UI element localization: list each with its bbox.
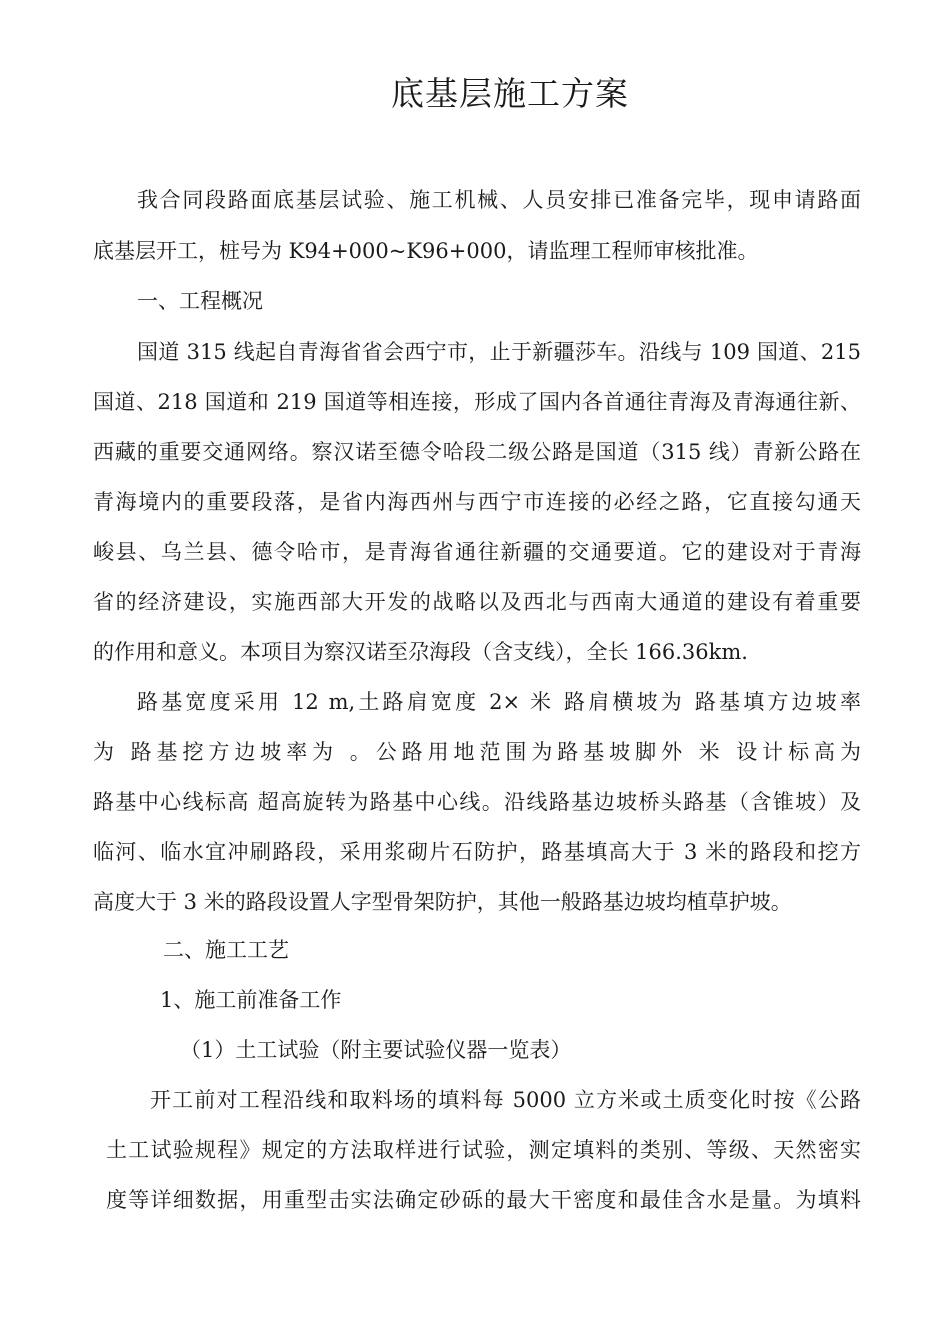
paragraph-line: 国道 315 线起自青海省省会西宁市，止于新疆莎车。沿线与 109 国道、215 [137,340,861,364]
section-heading: 一、工程概况 [137,289,263,313]
paragraph-line: 度等详细数据，用重型击实法确定砂砾的最大干密度和最佳含水是量。为填料 [106,1188,861,1212]
paragraph-line: 的作用和意义。本项目为察汉诺至尕海段（含支线），全长 166.36km. [93,640,748,664]
paragraph-line: 省的经济建设，实施西部大开发的战略以及西北与西南大通道的建设有着重要 [93,590,861,614]
paragraph-line: 为 路基挖方边坡率为 。公路用地范围为路基坡脚外 米 设计标高为 [93,740,861,764]
paragraph-line: 西藏的重要交通网络。察汉诺至德令哈段二级公路是国道（315 线）青新公路在 [93,440,861,464]
paragraph-line: 峻县、乌兰县、德令哈市，是青海省通往新疆的交通要道。它的建设对于青海 [93,540,861,564]
paragraph-line: 临河、临水宜冲刷路段，采用浆砌片石防护，路基填高大于 3 米的路段和挖方 [93,840,861,864]
subsection-heading: （1）土工试验（附主要试验仪器一览表） [180,1038,572,1062]
paragraph-line: 路基宽度采用 12 m,土路肩宽度 2× 米 路肩横坡为 路基填方边坡率 [137,690,861,714]
paragraph-line: 我合同段路面底基层试验、施工机械、人员安排已准备完毕，现申请路面 [137,188,861,212]
paragraph-line: 青海境内的重要段落，是省内海西州与西宁市连接的必经之路，它直接勾通天 [93,490,861,514]
paragraph-line: 高度大于 3 米的路段设置人字型骨架防护，其他一般路基边坡均植草护坡。 [93,890,792,914]
paragraph-line: 国道、218 国道和 219 国道等相连接，形成了国内各首通往青海及青海通往新、 [93,390,861,414]
paragraph-line: 土工试验规程》规定的方法取样进行试验，测定填料的类别、等级、天然密实 [106,1138,861,1162]
document-title: 底基层施工方案 [391,74,629,113]
paragraph-line: 底基层开工，桩号为 K94+000~K96+000，请监理工程师审核批准。 [93,239,759,263]
section-heading: 二、施工工艺 [163,938,289,962]
paragraph-line: 开工前对工程沿线和取料场的填料每 5000 立方米或土质变化时按《公路 [150,1088,861,1112]
paragraph-line: 路基中心线标高 超高旋转为路基中心线。沿线路基边坡桥头路基（含锥坡）及 [93,790,861,814]
subsection-heading: 1、施工前准备工作 [160,988,342,1012]
